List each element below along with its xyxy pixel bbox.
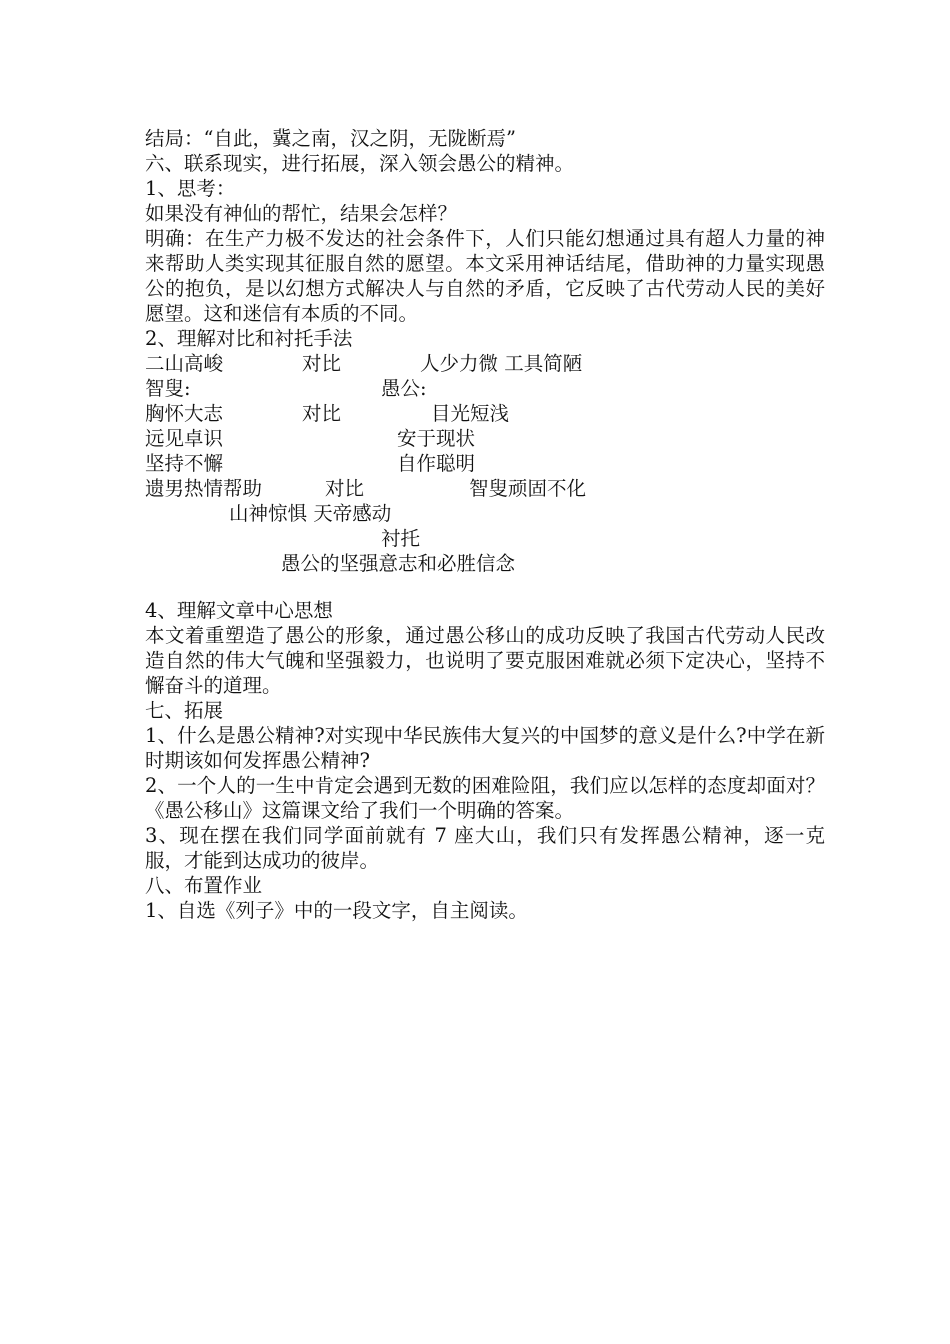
contrast-left: 二山高峻 — [145, 352, 224, 375]
extend-item-3: 3、现在摆在我们同学面前就有 7 座大山，我们只有发挥愚公精神，逐一克服，才能到达成功的彼岸。 — [145, 824, 825, 872]
contrast-right: 自作聪明 — [397, 452, 476, 475]
contrast-heading: 2、理解对比和衬托手法 — [145, 327, 353, 350]
contrast-left: 智叟: — [145, 377, 191, 400]
contrast-left: 胸怀大志 — [145, 402, 224, 425]
contrast-right: 愚公: — [381, 377, 427, 400]
contrast-left: 坚持不懈 — [145, 452, 224, 475]
section-six-heading: 六、联系现实，进行拓展，深入领会愚公的精神。 — [145, 152, 575, 175]
document-page — [145, 126, 825, 923]
extend-heading: 七、拓展 — [145, 699, 224, 722]
contrast-mid: 对比 — [302, 402, 342, 425]
contrast-right: 智叟顽固不化 — [469, 477, 587, 500]
contrast-row-5 — [145, 451, 825, 476]
contrast-row-6 — [145, 476, 825, 501]
contrast-row-9 — [145, 551, 825, 576]
theme-paragraph: 本文着重塑造了愚公的形象，通过愚公移山的成功反映了我国古代劳动人民改造自然的伟大气魄和坚强毅力，也说明了要克服困难就必须下定决心，坚持不懈奋斗的道理。 — [145, 624, 825, 697]
think-heading: 1、思考： — [145, 177, 236, 200]
foil-result: 愚公的坚强意志和必胜信念 — [281, 552, 516, 575]
contrast-row-8 — [145, 526, 825, 551]
contrast-row-1 — [145, 351, 825, 376]
contrast-row-7 — [145, 501, 825, 526]
contrast-right: 安于现状 — [397, 427, 476, 450]
question-line: 如果没有神仙的帮忙，结果会怎样？ — [145, 202, 458, 225]
extend-item-2: 2、一个人的一生中肯定会遇到无数的困难险阻，我们应以怎样的态度却面对？《愚公移山》这篇课文给了我们一个明确的答案。 — [145, 774, 825, 822]
homework-heading: 八、布置作业 — [145, 874, 263, 897]
supporting-figures: 山神惊惧 天帝感动 — [229, 502, 392, 525]
contrast-mid: 对比 — [302, 352, 342, 375]
ending-line: 结局：“自此，冀之南，汉之阴，无陇断焉” — [145, 127, 516, 150]
homework-item-1: 1、自选《列子》中的一段文字，自主阅读。 — [145, 899, 528, 922]
contrast-row-4 — [145, 426, 825, 451]
contrast-mid: 对比 — [325, 477, 365, 500]
contrast-left: 遗男热情帮助 — [145, 477, 263, 500]
contrast-row-3 — [145, 401, 825, 426]
foil-label: 衬托 — [381, 527, 421, 550]
spacer — [145, 576, 825, 598]
extend-item-1: 1、什么是愚公精神?对实现中华民族伟大复兴的中国梦的意义是什么?中学在新时期该如何发挥愚公精神? — [145, 724, 825, 772]
contrast-right: 人少力微 工具简陋 — [420, 352, 583, 375]
contrast-left: 远见卓识 — [145, 427, 224, 450]
contrast-row-2 — [145, 376, 825, 401]
theme-heading: 4、理解文章中心思想 — [145, 599, 333, 622]
answer-paragraph: 明确：在生产力极不发达的社会条件下，人们只能幻想通过具有超人力量的神来帮助人类实现其征服自然的愿望。本文采用神话结尾，借助神的力量实现愚公的抱负，是以幻想方式解决人与自然的矛盾，它反映了古代劳动人民的美好愿望。这和迷信有本质的不同。 — [145, 227, 825, 325]
contrast-right: 目光短浅 — [431, 402, 510, 425]
